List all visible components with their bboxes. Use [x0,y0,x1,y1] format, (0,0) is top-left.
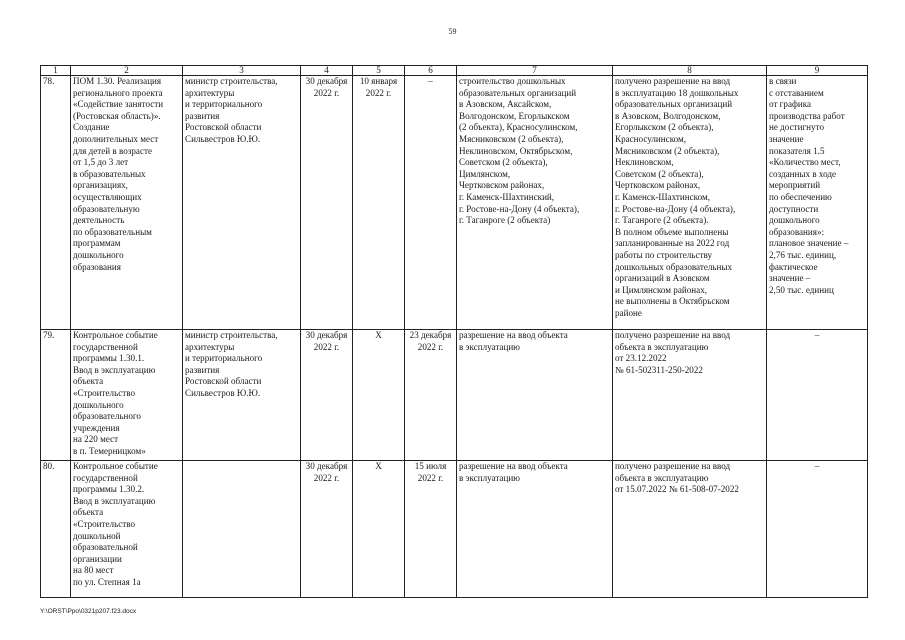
responsible-person: министр строительства, архитектуры и территориального развития Ростовской области Сильвестров Ю.Ю. [183,76,301,330]
responsible-person: министр строительства, архитектуры и территориального развития Ростовской области Сильвестров Ю.Ю. [183,330,301,461]
column-number: 1 [41,66,71,76]
reason: в связи с отставанием от графика производства работ не достигнуто значение показателя 1.5 «Количество мест, созданных в ходе мероприятий по обеспечению доступности дошкольного образования»: плановое значение – 2,76 тыс. единиц, фактическое значение – 2,50 тыс. единиц [767,76,868,330]
responsible-person [183,461,301,598]
expected-result: строительство дошкольных образовательных организаций в Азовском, Аксайском, Волгодонском, Егорлыкском (2 объекта), Красносулинском, Мясниковском (2 объекта), Неклиновском, Октябрьском, Советском (2 объекта), Цимлянском, Чертковском районах, г. Каменск-Шахтинский, г. Ростове-на-Дону (4 объекта), г. Таганроге (2 объекта) [457,76,613,330]
actual-result: получено разрешение на ввод объекта в эксплуатацию от 23.12.2022 № 61-502311-250-2022 [613,330,767,461]
column-number: 2 [71,66,183,76]
page-number: 59 [448,27,457,36]
actual-result: получено разрешение на ввод объекта в эксплуатацию от 15.07.2022 № 61-508-07-2022 [613,461,767,598]
expected-result: разрешение на ввод объекта в эксплуатацию [457,461,613,598]
plan-date: 30 декабря 2022 г. [301,330,353,461]
table-row [41,330,868,461]
column-number: 8 [613,66,767,76]
actual-result: получено разрешение на ввод в эксплуатацию 18 дошкольных образовательных организаций в Азовском, Волгодонском, Егорлыкском (2 объекта), Красносулинском, Мясниковском (2 объекта), Неклиновском, Советском (2 объекта), Чертковском районах, г. Каменск-Шахтинском, г. Ростове-на-Дону (4 объекта), г. Таганроге (2 объекта). В полном объеме выполнены запланированные на 2022 год работы по строительству дошкольных образовательных организаций в Азовском и Цимлянском районах, не выполнены в Октябрьском районе [613,76,767,330]
plan-date: 30 декабря 2022 г. [301,76,353,330]
column-number-row [41,66,868,76]
measure-name: Контрольное событие государственной программы 1.30.2. Ввод в эксплуатацию объекта «Строительство дошкольной образовательной организации на 80 мест по ул. Степная 1а [71,461,183,598]
column-number: 4 [301,66,353,76]
fact-date-end: – [405,76,457,330]
measure-name: ПОМ 1.30. Реализация регионального проекта «Содействие занятости (Ростовская область)». Создание дополнительных мест для детей в возрасте от 1,5 до 3 лет в образовательных организациях, осуществляющих образовательную деятельность по образовательным программам дошкольного образования [71,76,183,330]
fact-date-end: 15 июля 2022 г. [405,461,457,598]
fact-date-start: 10 января 2022 г. [353,76,405,330]
report-table [40,65,868,598]
row-number: 80. [41,461,71,598]
table-row [41,461,868,598]
row-number: 78. [41,76,71,330]
document-path-footer: Y:\ORST\Ppo\0321p207.f23.docx [40,608,137,615]
table-row [41,76,868,330]
column-number: 3 [183,66,301,76]
measure-name: Контрольное событие государственной программы 1.30.1. Ввод в эксплуатацию объекта «Строительство дошкольного образовательного учреждения на 220 мест в п. Темерницком» [71,330,183,461]
row-number: 79. [41,330,71,461]
fact-date-end: 23 декабря 2022 г. [405,330,457,461]
column-number: 5 [353,66,405,76]
reason: – [767,330,868,461]
column-number: 9 [767,66,868,76]
column-number: 7 [457,66,613,76]
plan-date: 30 декабря 2022 г. [301,461,353,598]
reason: – [767,461,868,598]
fact-date-start: X [353,461,405,598]
fact-date-start: X [353,330,405,461]
column-number: 6 [405,66,457,76]
expected-result: разрешение на ввод объекта в эксплуатацию [457,330,613,461]
